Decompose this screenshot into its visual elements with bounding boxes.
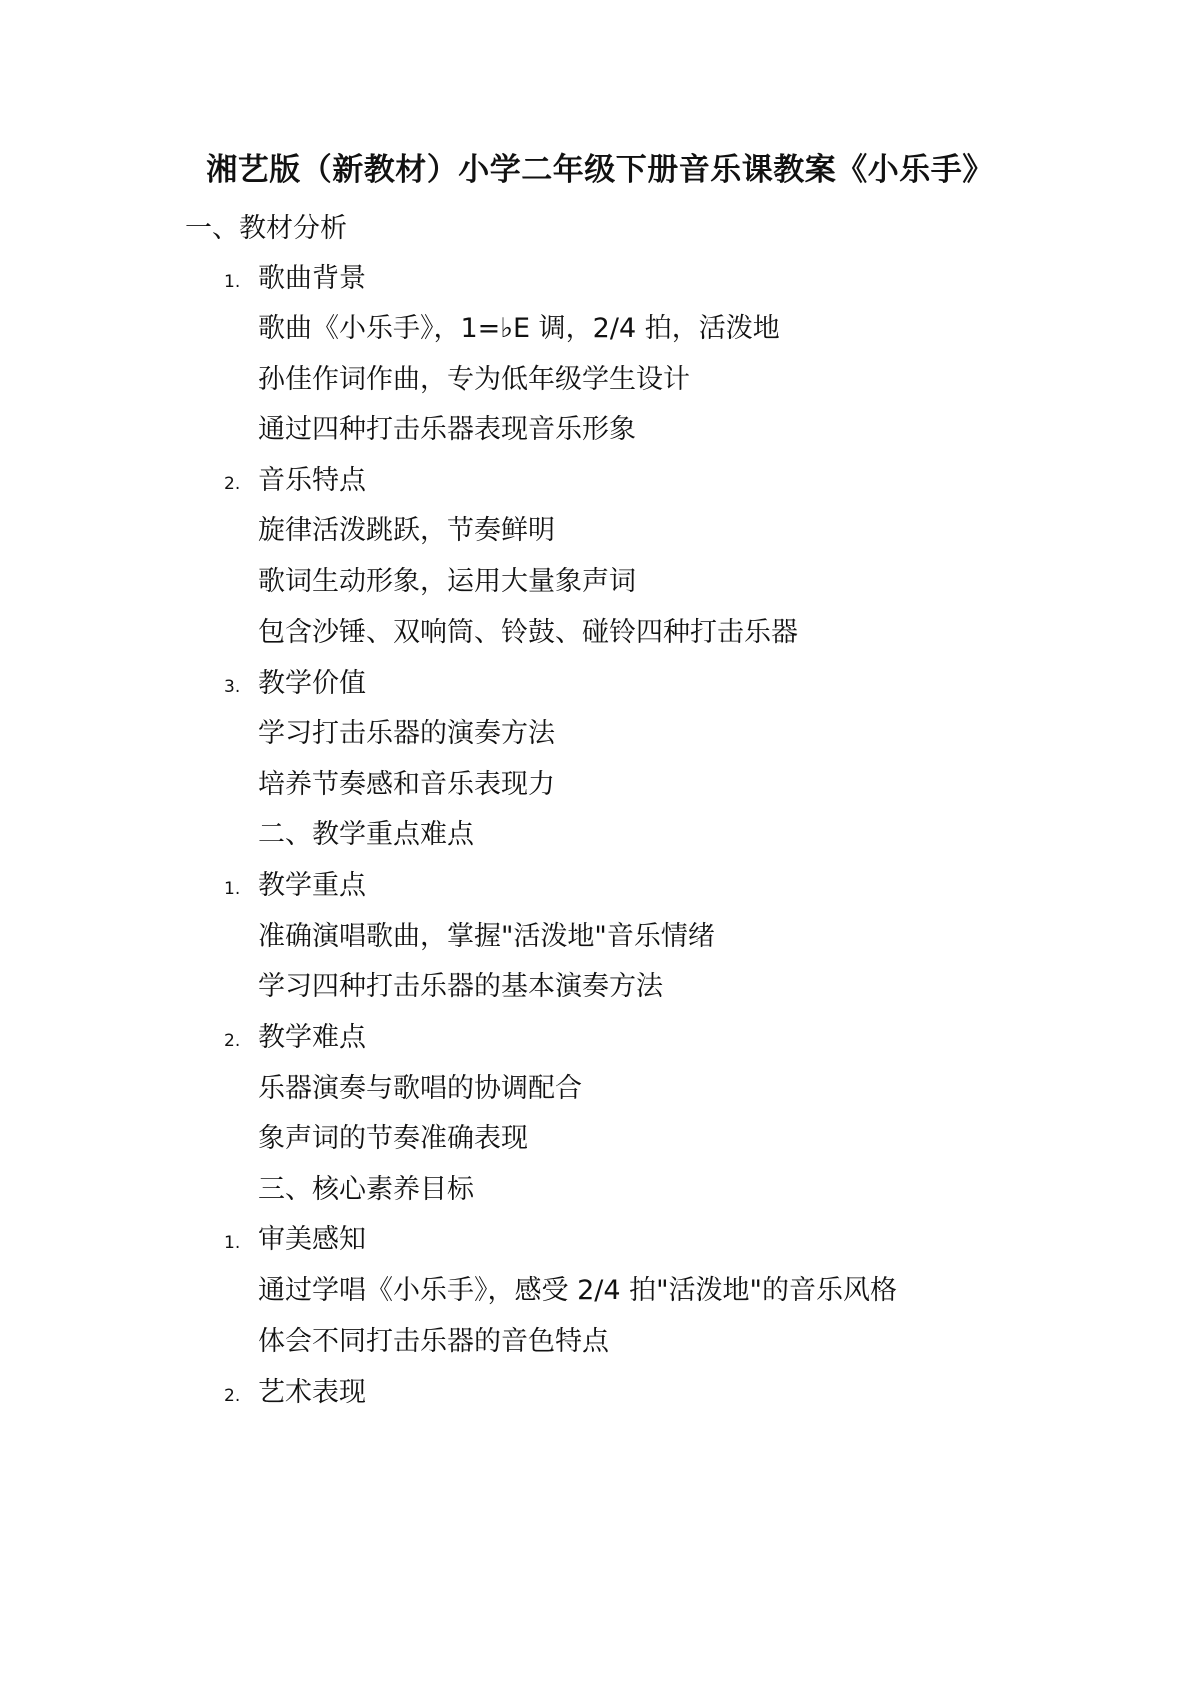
body-line: 培养节奏感和音乐表现力: [258, 769, 555, 800]
list-item-number: 2.: [224, 474, 241, 494]
body-line: 通过四种打击乐器表现音乐形象: [258, 414, 636, 445]
body-line: 体会不同打击乐器的音色特点: [258, 1326, 609, 1357]
list-item-teaching-focus: [224, 867, 366, 908]
list-item-label: 教学重点: [258, 870, 366, 901]
section-heading-textbook-analysis: 一、教材分析: [185, 213, 347, 244]
body-line: 通过学唱《小乐手》，感受 2/4 拍"活泼地"的音乐风格: [258, 1275, 897, 1306]
list-item-number: 1.: [224, 272, 241, 292]
body-line: 歌曲《小乐手》，1=♭E 调，2/4 拍，活泼地: [258, 313, 780, 344]
body-line: 孙佳作词作曲，专为低年级学生设计: [258, 364, 690, 395]
list-item-label: 教学价值: [258, 668, 366, 699]
list-item-aesthetic-perception: [224, 1221, 366, 1262]
list-item-song-background: [224, 260, 366, 301]
list-item-number: 2.: [224, 1386, 241, 1406]
list-item-label: 审美感知: [258, 1224, 366, 1255]
body-line: 包含沙锤、双响筒、铃鼓、碰铃四种打击乐器: [258, 617, 798, 648]
list-item-number: 2.: [224, 1031, 241, 1051]
body-line: 乐器演奏与歌唱的协调配合: [258, 1073, 582, 1104]
list-item-number: 1.: [224, 879, 241, 899]
section-heading-core-literacy: 三、核心素养目标: [258, 1174, 474, 1205]
list-item-number: 1.: [224, 1233, 241, 1253]
list-item-teaching-difficulty: [224, 1019, 366, 1060]
list-item-label: 歌曲背景: [258, 263, 366, 294]
body-line: 象声词的节奏准确表现: [258, 1123, 528, 1154]
document-title: 湘艺版（新教材）小学二年级下册音乐课教案《小乐手》: [206, 152, 994, 188]
body-line: 歌词生动形象，运用大量象声词: [258, 566, 636, 597]
body-line: 学习四种打击乐器的基本演奏方法: [258, 971, 663, 1002]
list-item-label: 音乐特点: [258, 465, 366, 496]
list-item-number: 3.: [224, 677, 241, 697]
list-item-artistic-expression: [224, 1374, 366, 1415]
list-item-label: 艺术表现: [258, 1377, 366, 1408]
list-item-music-features: [224, 462, 366, 503]
body-line: 准确演唱歌曲，掌握"活泼地"音乐情绪: [258, 921, 715, 952]
section-heading-key-difficulties: 二、教学重点难点: [258, 819, 474, 850]
body-line: 旋律活泼跳跃，节奏鲜明: [258, 515, 555, 546]
list-item-teaching-value: [224, 665, 366, 706]
body-line: 学习打击乐器的演奏方法: [258, 718, 555, 749]
list-item-label: 教学难点: [258, 1022, 366, 1053]
